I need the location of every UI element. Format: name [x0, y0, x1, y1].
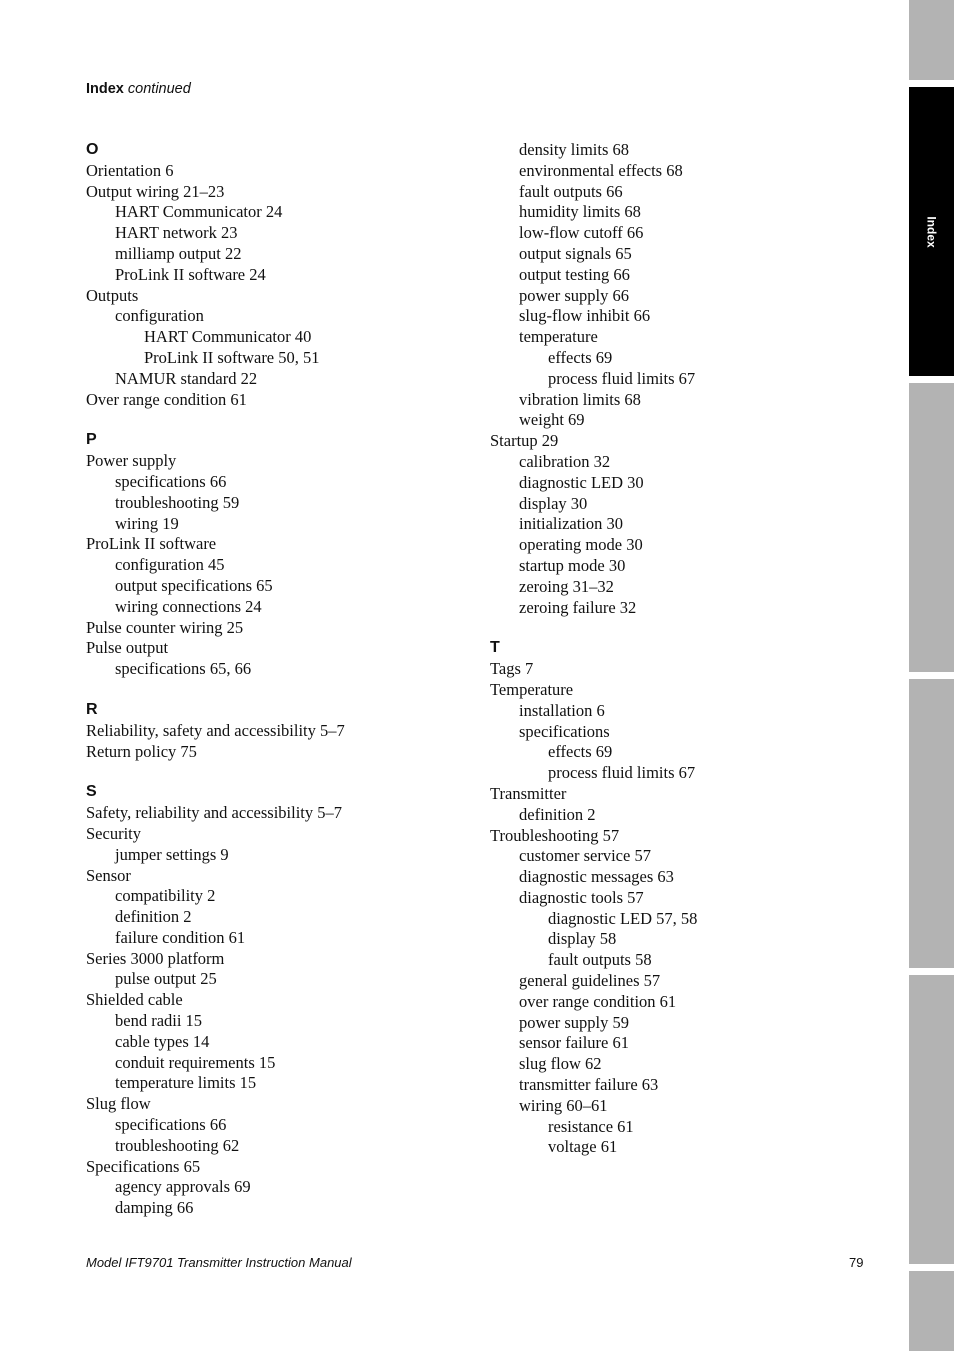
index-entry: specifications — [519, 721, 610, 741]
index-entry: specifications 66 — [115, 471, 227, 491]
index-entry: transmitter failure 63 — [519, 1075, 659, 1095]
index-entry: Series 3000 platform — [86, 948, 225, 968]
index-entry: Shielded cable — [86, 990, 183, 1010]
index-entry: Troubleshooting 57 — [490, 825, 620, 845]
index-entry: process fluid limits 67 — [548, 763, 696, 783]
index-entry: Output wiring 21–23 — [86, 181, 225, 201]
index-entry: Over range condition 61 — [86, 389, 247, 409]
index-entry: power supply 59 — [519, 1012, 629, 1032]
side-tab-6[interactable] — [909, 1271, 954, 1351]
index-section — [86, 782, 476, 1219]
index-entry: startup mode 30 — [519, 555, 626, 575]
index-entry: Startup 29 — [490, 431, 559, 451]
index-entry: configuration 45 — [115, 555, 225, 575]
index-entry: Slug flow — [86, 1094, 151, 1114]
index-entry: slug flow 62 — [519, 1054, 602, 1074]
index-entry: display 30 — [519, 493, 588, 513]
index-section — [86, 140, 476, 410]
index-entry: display 58 — [548, 929, 617, 949]
index-section — [490, 638, 880, 1158]
index-entry: Temperature — [490, 679, 574, 699]
index-entry: Safety, reliability and accessibility 5–7 — [86, 803, 342, 823]
index-entry: HART Communicator 24 — [115, 202, 283, 222]
index-entry: humidity limits 68 — [519, 202, 641, 222]
index-entry: general guidelines 57 — [519, 971, 661, 991]
index-section — [86, 700, 476, 762]
section-letter: S — [86, 783, 97, 801]
index-entry: wiring 19 — [115, 513, 179, 533]
index-entry: slug-flow inhibit 66 — [519, 306, 651, 326]
index-entry: calibration 32 — [519, 451, 611, 471]
index-entry: agency approvals 69 — [115, 1177, 251, 1197]
footer-manual-title: Model IFT9701 Transmitter Instruction Manual — [86, 1255, 352, 1270]
index-entry: diagnostic tools 57 — [519, 887, 644, 907]
side-tab-index-label: Index — [924, 215, 939, 248]
index-entry: installation 6 — [519, 700, 605, 720]
header-continued-label: continued — [127, 81, 191, 97]
index-entry: ProLink II software 24 — [115, 264, 266, 284]
index-entry: output specifications 65 — [115, 575, 273, 595]
index-entry: wiring connections 24 — [115, 596, 262, 616]
index-entry: conduit requirements 15 — [115, 1052, 276, 1072]
index-entry: zeroing 31–32 — [519, 576, 614, 596]
index-entry: ProLink II software 50, 51 — [144, 347, 320, 367]
index-entry: milliamp output 22 — [115, 243, 242, 263]
footer-page-number: 79 — [849, 1255, 864, 1270]
index-entry: pulse output 25 — [115, 969, 217, 989]
index-entry: diagnostic LED 57, 58 — [548, 908, 698, 928]
index-entry: damping 66 — [115, 1198, 194, 1218]
index-entry: wiring 60–61 — [519, 1095, 608, 1115]
index-entry: Specifications 65 — [86, 1156, 201, 1176]
index-entry: specifications 66 — [115, 1115, 227, 1135]
side-tab-4[interactable] — [909, 679, 954, 968]
index-entry: effects 69 — [548, 742, 613, 762]
index-column-right — [490, 140, 880, 1158]
side-tab-1[interactable] — [909, 0, 954, 80]
index-section — [490, 140, 880, 618]
index-entry: Reliability, safety and accessibility 5–7 — [86, 720, 345, 740]
side-tabs — [909, 0, 954, 1351]
index-entry: Tags 7 — [490, 659, 534, 679]
header-index-label: Index — [86, 81, 124, 97]
section-letter: P — [86, 431, 97, 449]
section-letter: R — [86, 700, 98, 718]
index-entry: temperature limits 15 — [115, 1073, 257, 1093]
index-entry: Return policy 75 — [86, 741, 197, 761]
index-entry: specifications 65, 66 — [115, 659, 252, 679]
index-entry: NAMUR standard 22 — [115, 368, 258, 388]
index-entry: bend radii 15 — [115, 1011, 203, 1031]
index-entry: Security — [86, 823, 141, 843]
page-header — [86, 81, 191, 97]
index-entry: low-flow cutoff 66 — [519, 223, 644, 243]
index-entry: vibration limits 68 — [519, 389, 641, 409]
side-tab-5[interactable] — [909, 975, 954, 1264]
index-entry: temperature — [519, 327, 598, 347]
index-entry: operating mode 30 — [519, 535, 643, 555]
index-entry: zeroing failure 32 — [519, 597, 637, 617]
index-entry: HART Communicator 40 — [144, 327, 312, 347]
index-entry: configuration — [115, 306, 204, 326]
index-entry: output signals 65 — [519, 243, 632, 263]
index-entry: cable types 14 — [115, 1031, 210, 1051]
index-entry: power supply 66 — [519, 285, 629, 305]
index-entry: Transmitter — [490, 783, 567, 803]
index-entry: sensor failure 61 — [519, 1033, 629, 1053]
section-letter: O — [86, 141, 99, 158]
index-entry: over range condition 61 — [519, 991, 677, 1011]
index-entry: fault outputs 58 — [548, 950, 652, 970]
index-entry: diagnostic LED 30 — [519, 472, 644, 492]
index-entry: failure condition 61 — [115, 927, 246, 947]
index-entry: Power supply — [86, 451, 177, 471]
index-entry: environmental effects 68 — [519, 160, 683, 180]
index-entry: density limits 68 — [519, 140, 630, 159]
section-letter: T — [490, 639, 500, 657]
index-entry: output testing 66 — [519, 264, 630, 284]
index-entry: voltage 61 — [548, 1137, 618, 1157]
index-entry: process fluid limits 67 — [548, 368, 696, 388]
index-entry: jumper settings 9 — [115, 844, 229, 864]
index-entry: HART network 23 — [115, 223, 238, 243]
index-entry: Sensor — [86, 865, 131, 885]
index-section — [86, 430, 476, 680]
index-entry: ProLink II software — [86, 534, 217, 554]
index-entry: Outputs — [86, 285, 139, 305]
side-tab-3[interactable] — [909, 383, 954, 672]
index-entry: definition 2 — [519, 804, 596, 824]
index-entry: troubleshooting 59 — [115, 492, 240, 512]
index-entry: effects 69 — [548, 347, 613, 367]
index-entry: Pulse output — [86, 638, 169, 658]
index-entry: weight 69 — [519, 410, 585, 430]
index-entry: troubleshooting 62 — [115, 1135, 240, 1155]
side-tab-index[interactable] — [909, 87, 954, 376]
index-entry: customer service 57 — [519, 846, 651, 866]
index-entry: compatibility 2 — [115, 886, 216, 906]
index-column-left — [86, 140, 476, 1219]
index-entry: definition 2 — [115, 907, 192, 927]
index-entry: Pulse counter wiring 25 — [86, 617, 244, 637]
index-entry: diagnostic messages 63 — [519, 867, 674, 887]
index-entry: resistance 61 — [548, 1116, 634, 1136]
index-entry: Orientation 6 — [86, 160, 174, 180]
index-entry: fault outputs 66 — [519, 181, 623, 201]
index-entry: initialization 30 — [519, 514, 624, 534]
